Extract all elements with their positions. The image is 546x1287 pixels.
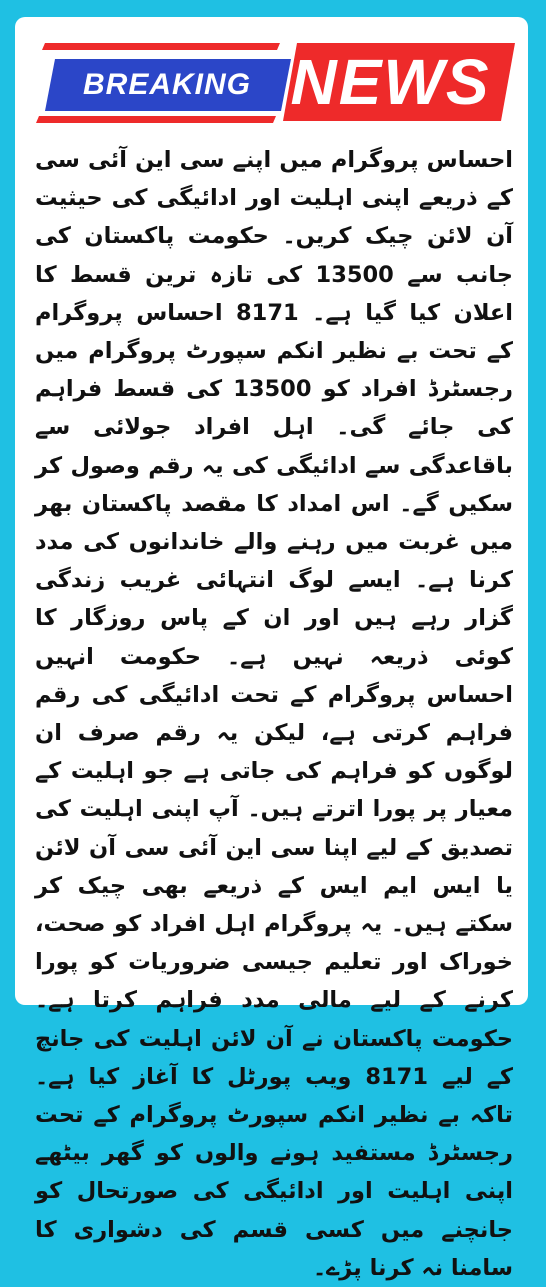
banner-top-stripe — [42, 43, 280, 50]
news-label: NEWS — [290, 46, 491, 118]
breaking-label: BREAKING — [82, 68, 251, 101]
article-card — [15, 17, 528, 1281]
banner-bottom-stripe — [36, 116, 276, 123]
article-body: احساس پروگرام میں اپنے سی این آئی سی کے ذریعے اپنی اہلیت اور ادائیگی کی حیثیت آن لائن چیک کریں۔ حکومت پاکستان کی جانب سے 13500 کی تازہ ترین قسط کا اعلان کیا گیا ہے۔ 8171 احساس پروگرام کے تحت بے نظیر انکم سپورٹ پروگرام میں رجسٹرڈ افراد کو 13500 کی قسط فراہم کی جائے گی۔ اہل افراد جولائی سے باقاعدگی سے ادائیگی کی یہ رقم وصول کر سکیں گے۔ اس امداد کا مقصد پاکستان بھر میں غربت میں رہنے والے خاندانوں کی مدد کرنا ہے۔ ایسے لوگ انتہائی غریب زندگی گزار رہے ہیں اور ان کے پاس روزگار کا کوئی ذریعہ نہیں ہے۔ حکومت انہیں احساس پروگرام کے تحت ادائیگی کی رقم فراہم کرتی ہے، لیکن یہ رقم صرف ان لوگوں کو فراہم کی جاتی ہے جو اہلیت کے معیار پر پورا اترتے ہیں۔ آپ اپنی اہلیت کی تصدیق کے لیے اپنا سی این آئی سی آن لائن یا ایس ایم ایس کے ذریعے بھی چیک کر سکتے ہیں۔ یہ پروگرام اہل افراد کو صحت، خوراک اور تعلیم جیسی ضروریات کو پورا کرنے کے لیے مالی مدد فراہم کرتا ہے۔ حکومت پاکستان نے آن لائن اہلیت کی جانچ کے لیے 8171 ویب پورٹل کا آغاز کیا ہے۔ تاکہ بے نظیر انکم سپورٹ پروگرام کے تحت رجسٹرڈ مستفید ہونے والوں کو گھر بیٹھے اپنی اہلیت اور ادائیگی کی صورتحال کو جانچنے میں کسی قسم کی دشواری کا سامنا نہ کرنا پڑے۔ — [35, 147, 513, 1281]
breaking-news-banner — [15, 17, 528, 129]
